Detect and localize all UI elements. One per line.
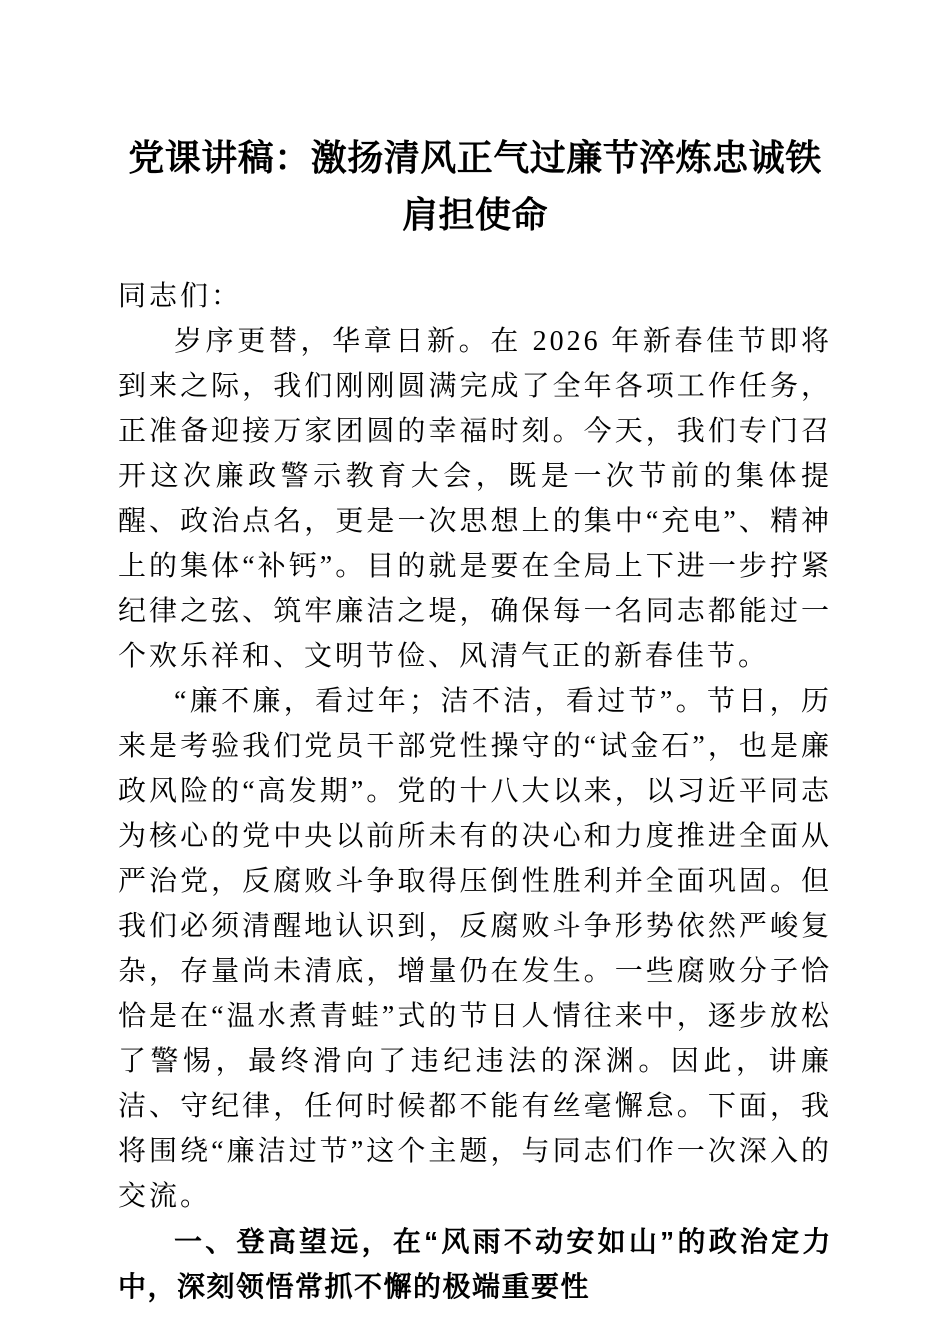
document-title: 党课讲稿：激扬清风正气过廉节淬炼忠诚铁肩担使命 xyxy=(128,138,822,235)
salutation-line: 同志们： xyxy=(118,281,243,312)
paragraph: “廉不廉，看过年；洁不洁，看过节”。节日，历来是考验我们党员干部党性操守的“试金石”，也是廉政风险的“高发期”。党的十八大以来，以习近平同志为核心的党中央以前所未有的决心和力度推进全面从严治党，反腐败斗争取得压倒性胜利并全面巩固。但我们必须清醒地认识到，反腐败斗争形势依然严峻复杂，存量尚未清底，增量仍在发生。一些腐败分子恰恰是在“温水煮青蛙”式的节日人情往来中，逐步放松了警惕，最终滑向了违纪违法的深渊。因此，讲廉洁、守纪律，任何时候都不能有丝毫懈怠。下面，我将围绕“廉洁过节”这个主题，与同志们作一次深入的交流。 xyxy=(118,686,832,1212)
section-heading: 一、登高望远，在“风雨不动安如山”的政治定力中，深刻领悟常抓不懈的极端重要性 xyxy=(118,1226,832,1302)
paragraph: 岁序更替，华章日新。在 2026 年新春佳节即将到来之际，我们刚刚圆满完成了全年各项工作任务，正准备迎接万家团圆的幸福时刻。今天，我们专门召开这次廉政警示教育大会，既是一次节前的集体提醒、政治点名，更是一次思想上的集中“充电”、精神上的集体“补钙”。目的就是要在全局上下进一步拧紧纪律之弦、筑牢廉洁之堤，确保每一名同志都能过一个欢乐祥和、文明节俭、风清气正的新春佳节。 xyxy=(118,326,832,672)
document-body xyxy=(118,274,832,1309)
